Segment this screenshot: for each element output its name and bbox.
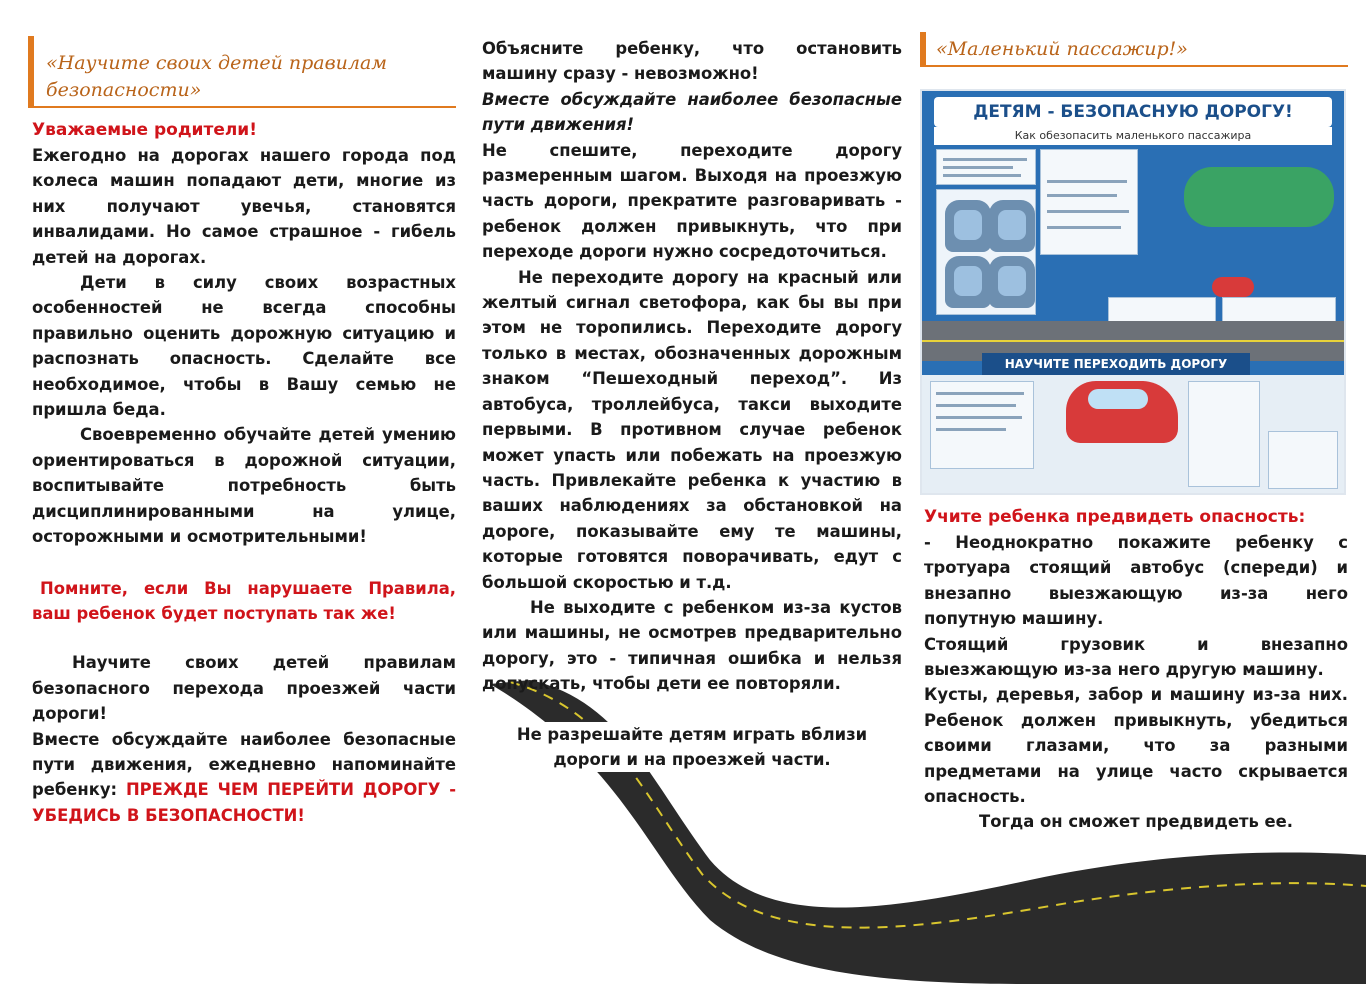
info-panel (1188, 381, 1260, 487)
section-title-right: «Маленький пассажир!» (920, 32, 1348, 67)
car-seat-icon (945, 256, 991, 308)
infographic-banner-2: НАУЧИТЕ ПЕРЕХОДИТЬ ДОРОГУ (982, 353, 1250, 375)
car-illustration (1066, 381, 1178, 443)
danger-heading: Учите ребенка предвидеть опасность: (924, 507, 1306, 527)
paragraph: Не разрешайте детям играть вблизи дороги и на проезжей части. (482, 722, 902, 773)
paragraph-text: Вместе обсуждайте наиболее безопасные пути движения, ежедневно напоминайте ребенку: (32, 729, 456, 800)
paragraph: - Неоднократно покажите ребенку с тротуара стоящий автобус (спереди) и внезапно выезжающую из-за него попутную машину. (924, 533, 1348, 629)
info-panel (936, 149, 1036, 185)
info-panel (930, 381, 1034, 469)
paragraph: Не спешите, переходите дорогу размеренным шагом. Выходя на проезжую часть дороги, прекратите разговаривать - ребенок должен привыкнуть, что при переходе дороги нужно сосредоточиться. (482, 140, 902, 262)
seat-groups (936, 189, 1036, 315)
paragraph: Стоящий грузовик и внезапно выезжающую из-за него другую машину. (924, 634, 1348, 680)
column-left (28, 0, 456, 828)
info-panel (1268, 431, 1338, 489)
greeting-heading: Уважаемые родители! (32, 120, 257, 140)
paragraph: Тогда он сможет предвидеть ее. (979, 812, 1293, 832)
warning-text: ПРЕЖДЕ ЧЕМ ПЕРЕЙТИ ДОРОГУ - УБЕДИСЬ В БЕЗОПАСНОСТИ! (32, 780, 456, 825)
paragraph: Ежегодно на дорогах нашего города под колеса машин попадают дети, многие из них получают увечья, становятся инвалидами. Но самое страшное - гибель детей на дорогах. (32, 146, 456, 267)
paragraph (32, 727, 456, 829)
paragraph: Не выходите с ребенком из-за кустов или машины, не осмотрев предварительно дорогу, это - типичная ошибка и нельзя допускать, чтобы дети ее повторяли. (482, 597, 902, 694)
car-seat-icon (989, 200, 1035, 252)
section-title-left: «Научите своих детей правилам безопасности» (28, 36, 456, 108)
car-seat-icon (945, 200, 991, 252)
remember-note: Помните, если Вы нарушаете Правила, ваш ребенок будет поступать так же! (32, 578, 456, 623)
paragraph: Не переходите дорогу на красный или желтый сигнал светофора, как бы вы при этом не торопились. Переходите дорогу только в местах, обозначенных дорожным знаком “Пешеходный переход”. Из автобуса, троллейбуса, такси выходите первыми. В противном случае ребенок может упасть или побежать на проезжую часть. Привлекайте ребенка к участию в ваших наблюдениях за обстановкой на дороге, показывайте ему те машины, которые готовятся поворачивать, едут с большой скоростью и т.д. (482, 267, 902, 592)
infographic (920, 89, 1346, 495)
column-middle (478, 36, 902, 772)
paragraph: Своевременно обучайте детей умению ориентироваться в дорожной ситуации, воспитывайте потребность быть дисциплинированными на улице, осторожными и осмотрительными! (32, 425, 456, 547)
info-panel (1040, 149, 1138, 255)
paragraph: Объясните ребенку, что остановить машину сразу - невозможно! (482, 39, 902, 84)
car-seat-icon (989, 256, 1035, 308)
paragraph-italic: Вместе обсуждайте наиболее безопасные пути движения! (482, 89, 902, 135)
car-illustration (1212, 277, 1254, 297)
paragraph: Научите своих детей правилам безопасного перехода проезжей части дороги! (32, 653, 456, 724)
car-illustration (1184, 167, 1334, 227)
paragraph: Дети в силу своих возрастных особенностей не всегда способны правильно оценить дорожную ситуацию и распознать опасность. Сделайте все необходимое, чтобы в Вашу семью не пришла беда. (32, 273, 456, 420)
column-right (920, 0, 1348, 835)
infographic-subtitle: Как обезопасить маленького пассажира (934, 127, 1332, 145)
infographic-banner: ДЕТЯМ - БЕЗОПАСНУЮ ДОРОГУ! (934, 97, 1332, 127)
paragraph: Кусты, деревья, забор и машину из-за них. Ребенок должен привыкнуть, убедиться своими глазами, что за разными предметами на улице часто скрывается опасность. (924, 685, 1348, 807)
